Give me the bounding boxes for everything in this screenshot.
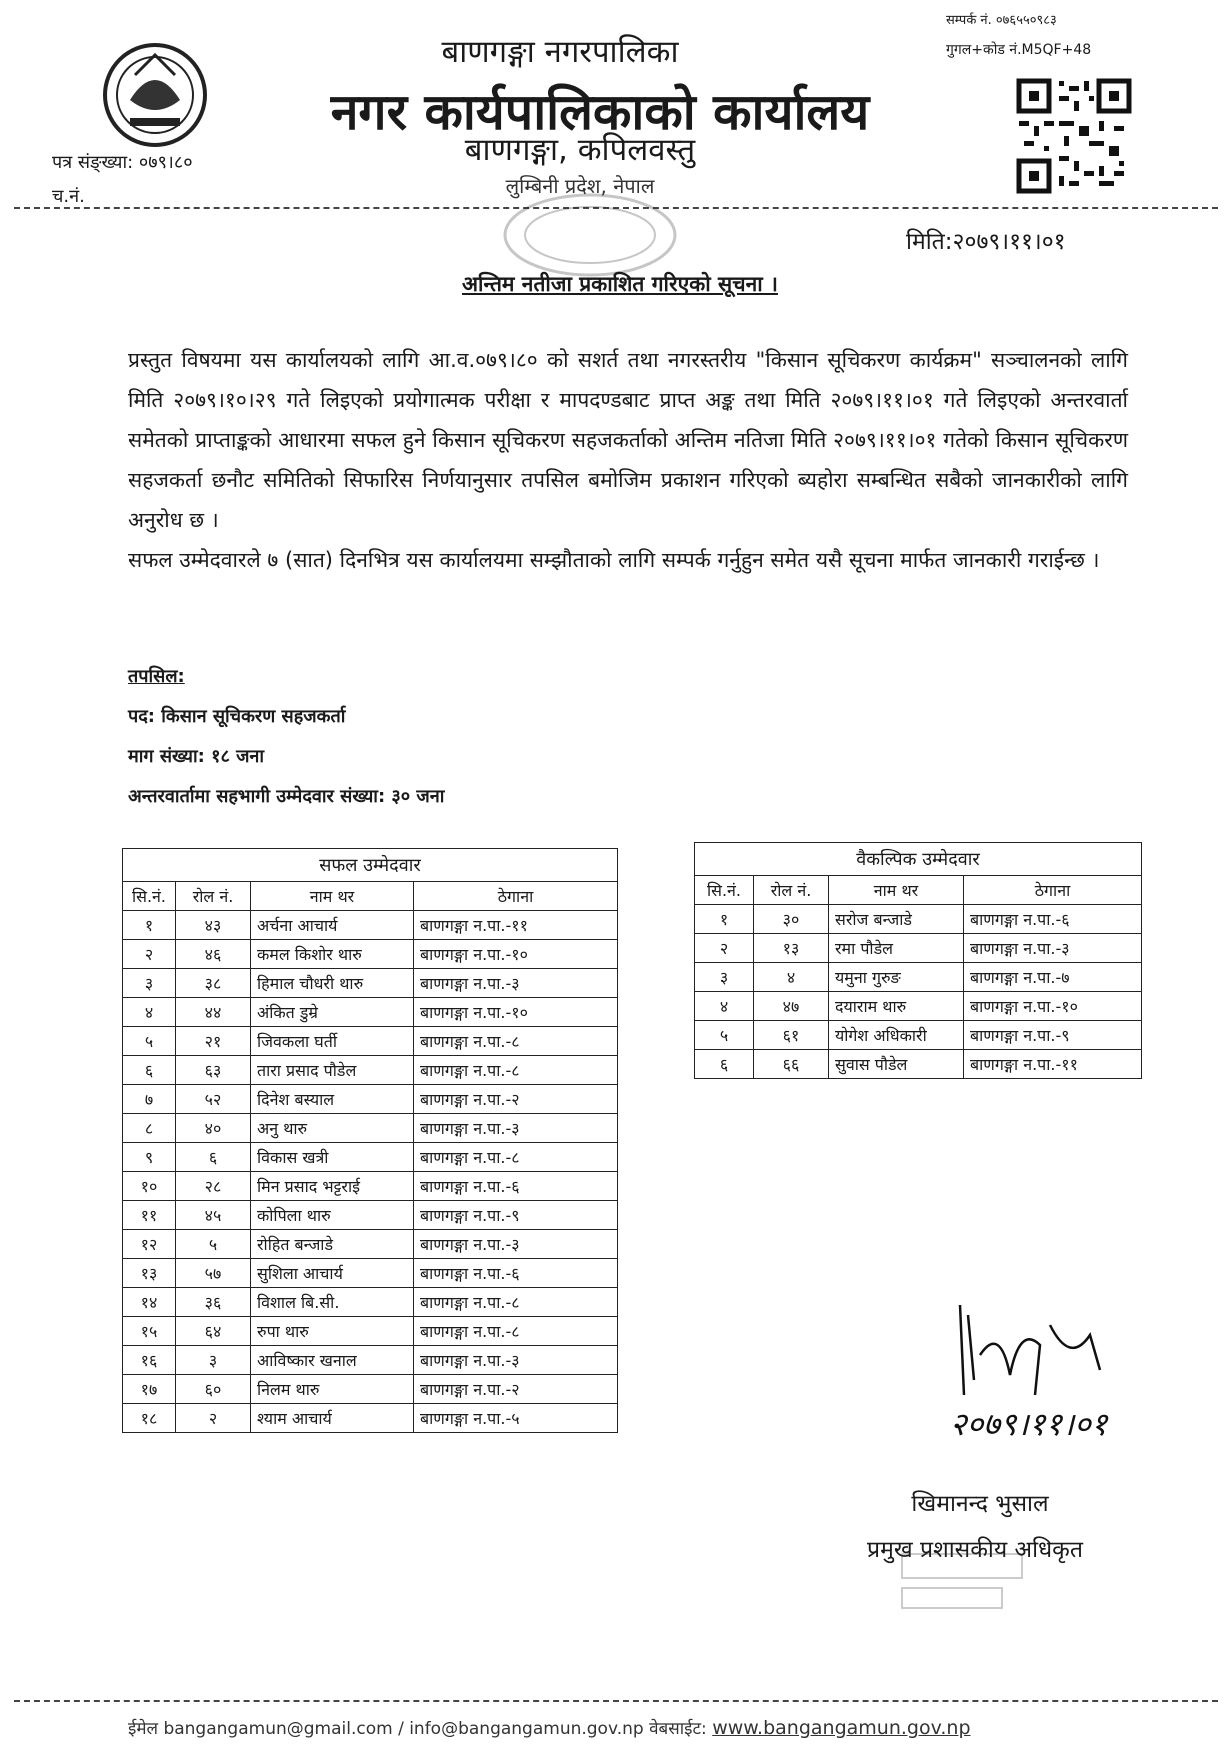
signature-stamp-icon [898,1548,1028,1618]
roll-number-cell: ४३ [176,911,251,940]
name-cell: श्याम आचार्य [251,1404,414,1433]
alternate-table-caption: वैकल्पिक उम्मेदवार [695,843,1142,876]
roll-number-cell: १३ [754,934,829,963]
serial-cell: १८ [123,1404,176,1433]
roll-number-cell: ५७ [176,1259,251,1288]
name-cell: निलम थारु [251,1375,414,1404]
signature-icon [940,1285,1170,1450]
roll-number-cell: ६ [176,1143,251,1172]
name-cell: हिमाल चौधरी थारु [251,969,414,998]
name-cell: दिनेश बस्याल [251,1085,414,1114]
roll-number-cell: २८ [176,1172,251,1201]
alternate-table-header-row [695,876,1142,905]
column-header: सि.नं. [695,876,754,905]
municipality-name: बाणगङ्गा नगरपालिका [441,34,679,70]
serial-cell: २ [123,940,176,969]
serial-cell: ११ [123,1201,176,1230]
name-cell: कोपिला थारु [251,1201,414,1230]
roll-number-cell: ३८ [176,969,251,998]
column-header: ठेगाना [414,882,618,911]
roll-number-cell: ३६ [176,1288,251,1317]
address-cell: बाणगङ्गा न.पा.-१० [964,992,1142,1021]
name-cell: जिवकला घर्ती [251,1027,414,1056]
name-cell: सुवास पौडेल [829,1050,964,1079]
table-row [123,1114,618,1143]
name-cell: विकास खत्री [251,1143,414,1172]
table-row [123,1404,618,1433]
details-heading: तपसिल: [128,666,185,687]
table-row [123,1172,618,1201]
address-cell: बाणगङ्गा न.पा.-८ [414,1143,618,1172]
column-header: रोल नं. [176,882,251,911]
successful-candidates-table [122,848,618,1433]
website-label: वेबसाईट: [649,1719,707,1739]
roll-number-cell: ४४ [176,998,251,1027]
table-row [123,1375,618,1404]
serial-cell: ४ [695,992,754,1021]
body-paragraph-1: प्रस्तुत विषयमा यस कार्यालयको लागि आ.व.०७९।८० को सशर्त तथा नगरस्तरीय "किसान सूचिकरण कार्यक्रम" सञ्चालनको लागि मिति २०७९।१०।२९ गते लिइएको प्रयोगात्मक परीक्षा र मापदण्डबाट प्राप्त अङ्क तथा मिति २०७९।११।०१ गते लिइएको अन्तरवार्ता समेतको प्राप्ताङ्कको आधारमा सफल हुने किसान सूचिकरण सहजकर्ताको अन्तिम नतिजा मिति २०७९।११।०१ गतेको किसान सूचिकरण सहजकर्ता छनौट समितिको सिफारिस निर्णयानुसार तपसिल बमोजिम प्रकाशन गरिएको ब्यहोरा सम्बन्धित सबैको जानकारीको लागि अनुरोध छ । [128,348,1128,532]
website-link[interactable]: www.bangangamun.gov.np [712,1717,971,1739]
table-row [695,963,1142,992]
address-cell: बाणगङ्गा न.पा.-२ [414,1375,618,1404]
address-cell: बाणगङ्गा न.पा.-८ [414,1056,618,1085]
serial-cell: १४ [123,1288,176,1317]
name-cell: अनु थारु [251,1114,414,1143]
address-cell: बाणगङ्गा न.पा.-११ [414,911,618,940]
name-cell: रमा पौडेल [829,934,964,963]
serial-cell: ८ [123,1114,176,1143]
serial-cell: ७ [123,1085,176,1114]
name-cell: योगेश अधिकारी [829,1021,964,1050]
address-cell: बाणगङ्गा न.पा.-७ [964,963,1142,992]
serial-cell: ३ [123,969,176,998]
address-cell: बाणगङ्गा न.पा.-८ [414,1288,618,1317]
name-cell: यमुना गुरुङ [829,963,964,992]
participant-count: अन्तरवार्तामा सहभागी उम्मेदवार संख्या: ३० जना [128,786,445,807]
dispatch-number: च.नं. [52,186,85,207]
roll-number-cell: ३० [754,905,829,934]
address-cell: बाणगङ्गा न.पा.-२ [414,1085,618,1114]
address-cell: बाणगङ्गा न.पा.-३ [964,934,1142,963]
address-cell: बाणगङ्गा न.पा.-९ [964,1021,1142,1050]
serial-cell: ५ [695,1021,754,1050]
notice-body [128,340,1128,580]
roll-number-cell: ६३ [176,1056,251,1085]
roll-number-cell: ४ [754,963,829,992]
email-addresses: bangangamun@gmail.com / info@bangangamun.gov.np [163,1719,644,1739]
letter-number: पत्र संङ्ख्या: ०७९।८० [52,152,193,173]
roll-number-cell: २१ [176,1027,251,1056]
table-row [123,1085,618,1114]
table-row [123,1143,618,1172]
serial-cell: १२ [123,1230,176,1259]
roll-number-cell: ४० [176,1114,251,1143]
address-cell: बाणगङ्गा न.पा.-९ [414,1201,618,1230]
table-row [123,1317,618,1346]
address-cell: बाणगङ्गा न.पा.-६ [414,1259,618,1288]
name-cell: तारा प्रसाद पौडेल [251,1056,414,1085]
column-header: सि.नं. [123,882,176,911]
successful-table-caption: सफल उम्मेदवार [123,849,618,882]
serial-cell: १० [123,1172,176,1201]
address-cell: बाणगङ्गा न.पा.-८ [414,1027,618,1056]
google-plus-code: गुगल+कोड नं.M5QF+48 [946,42,1092,58]
column-header: रोल नं. [754,876,829,905]
table-row [123,911,618,940]
roll-number-cell: ६१ [754,1021,829,1050]
demand-count: माग संख्या: १८ जना [128,746,265,767]
roll-number-cell: ४५ [176,1201,251,1230]
signatory-title: प्रमुख प्रशासकीय अधिकृत [867,1537,1083,1563]
qr-code-icon [1014,76,1134,196]
roll-number-cell: २ [176,1404,251,1433]
table-row [695,1050,1142,1079]
office-seal-icon [500,190,680,280]
roll-number-cell: ६० [176,1375,251,1404]
roll-number-cell: ६६ [754,1050,829,1079]
footer [128,1716,971,1739]
name-cell: रुपा थारु [251,1317,414,1346]
serial-cell: १७ [123,1375,176,1404]
serial-cell: १३ [123,1259,176,1288]
address-cell: बाणगङ्गा न.पा.-३ [414,969,618,998]
column-header: नाम थर [829,876,964,905]
name-cell: सुशिला आचार्य [251,1259,414,1288]
office-name: नगर कार्यपालिकाको कार्यालय [330,83,870,141]
post-name: पद: किसान सूचिकरण सहजकर्ता [128,706,346,727]
name-cell: अर्चना आचार्य [251,911,414,940]
name-cell: कमल किशोर थारु [251,940,414,969]
body-paragraph-2: सफल उम्मेदवारले ७ (सात) दिनभित्र यस कार्यालयमा सम्झौताको लागि सम्पर्क गर्नुहुन समेत यसै सूचना मार्फत जानकारी गराईन्छ । [128,548,1100,572]
address-cell: बाणगङ्गा न.पा.-६ [414,1172,618,1201]
serial-cell: १ [695,905,754,934]
table-row [123,969,618,998]
address-cell: बाणगङ्गा न.पा.-११ [964,1050,1142,1079]
contact-number: सम्पर्क नं. ०७६५५०९८३ [946,13,1057,28]
notice-title: अन्तिम नतीजा प्रकाशित गरिएको सूचना । [462,272,778,296]
serial-cell: ६ [123,1056,176,1085]
table-row [695,905,1142,934]
name-cell: अंकित डुम्रे [251,998,414,1027]
serial-cell: ४ [123,998,176,1027]
address-cell: बाणगङ्गा न.पा.-३ [414,1114,618,1143]
table-row [695,992,1142,1021]
address-cell: बाणगङ्गा न.पा.-६ [964,905,1142,934]
alternate-candidates-table [694,842,1142,1079]
serial-cell: ९ [123,1143,176,1172]
serial-cell: १५ [123,1317,176,1346]
address-cell: बाणगङ्गा न.पा.-८ [414,1317,618,1346]
table-row [123,1201,618,1230]
serial-cell: ३ [695,963,754,992]
successful-table-header-row [123,882,618,911]
roll-number-cell: ३ [176,1346,251,1375]
name-cell: दयाराम थारु [829,992,964,1021]
serial-cell: २ [695,934,754,963]
roll-number-cell: ४७ [754,992,829,1021]
table-row [123,940,618,969]
signatory-name: खिमानन्द भुसाल [911,1491,1049,1517]
address-cell: बाणगङ्गा न.पा.-३ [414,1346,618,1375]
table-row [123,1056,618,1085]
table-row [123,1027,618,1056]
name-cell: सरोज बन्जाडे [829,905,964,934]
office-location: बाणगङ्गा, कपिलवस्तु [464,132,696,168]
notice-date: मिति:२०७९।११।०१ [906,229,1066,255]
address-cell: बाणगङ्गा न.पा.-१० [414,940,618,969]
serial-cell: ६ [695,1050,754,1079]
table-row [123,1346,618,1375]
roll-number-cell: ६४ [176,1317,251,1346]
serial-cell: १६ [123,1346,176,1375]
nepal-emblem-icon [100,40,210,150]
table-row [123,998,618,1027]
office-province: लुम्बिनी प्रदेश, नेपाल [505,174,655,198]
signature-date: २०७९।११।०१ [950,1405,1108,1443]
address-cell: बाणगङ्गा न.पा.-१० [414,998,618,1027]
address-cell: बाणगङ्गा न.पा.-३ [414,1230,618,1259]
table-row [695,1021,1142,1050]
serial-cell: ५ [123,1027,176,1056]
table-row [123,1230,618,1259]
footer-divider [14,1700,1218,1702]
roll-number-cell: ५ [176,1230,251,1259]
table-row [123,1288,618,1317]
roll-number-cell: ५२ [176,1085,251,1114]
table-row [695,934,1142,963]
address-cell: बाणगङ्गा न.पा.-५ [414,1404,618,1433]
name-cell: विशाल बि.सी. [251,1288,414,1317]
serial-cell: १ [123,911,176,940]
email-label: ईमेल [128,1719,159,1739]
table-row [123,1259,618,1288]
column-header: ठेगाना [964,876,1142,905]
name-cell: आविष्कार खनाल [251,1346,414,1375]
name-cell: मिन प्रसाद भट्टराई [251,1172,414,1201]
roll-number-cell: ४६ [176,940,251,969]
column-header: नाम थर [251,882,414,911]
name-cell: रोहित बन्जाडे [251,1230,414,1259]
